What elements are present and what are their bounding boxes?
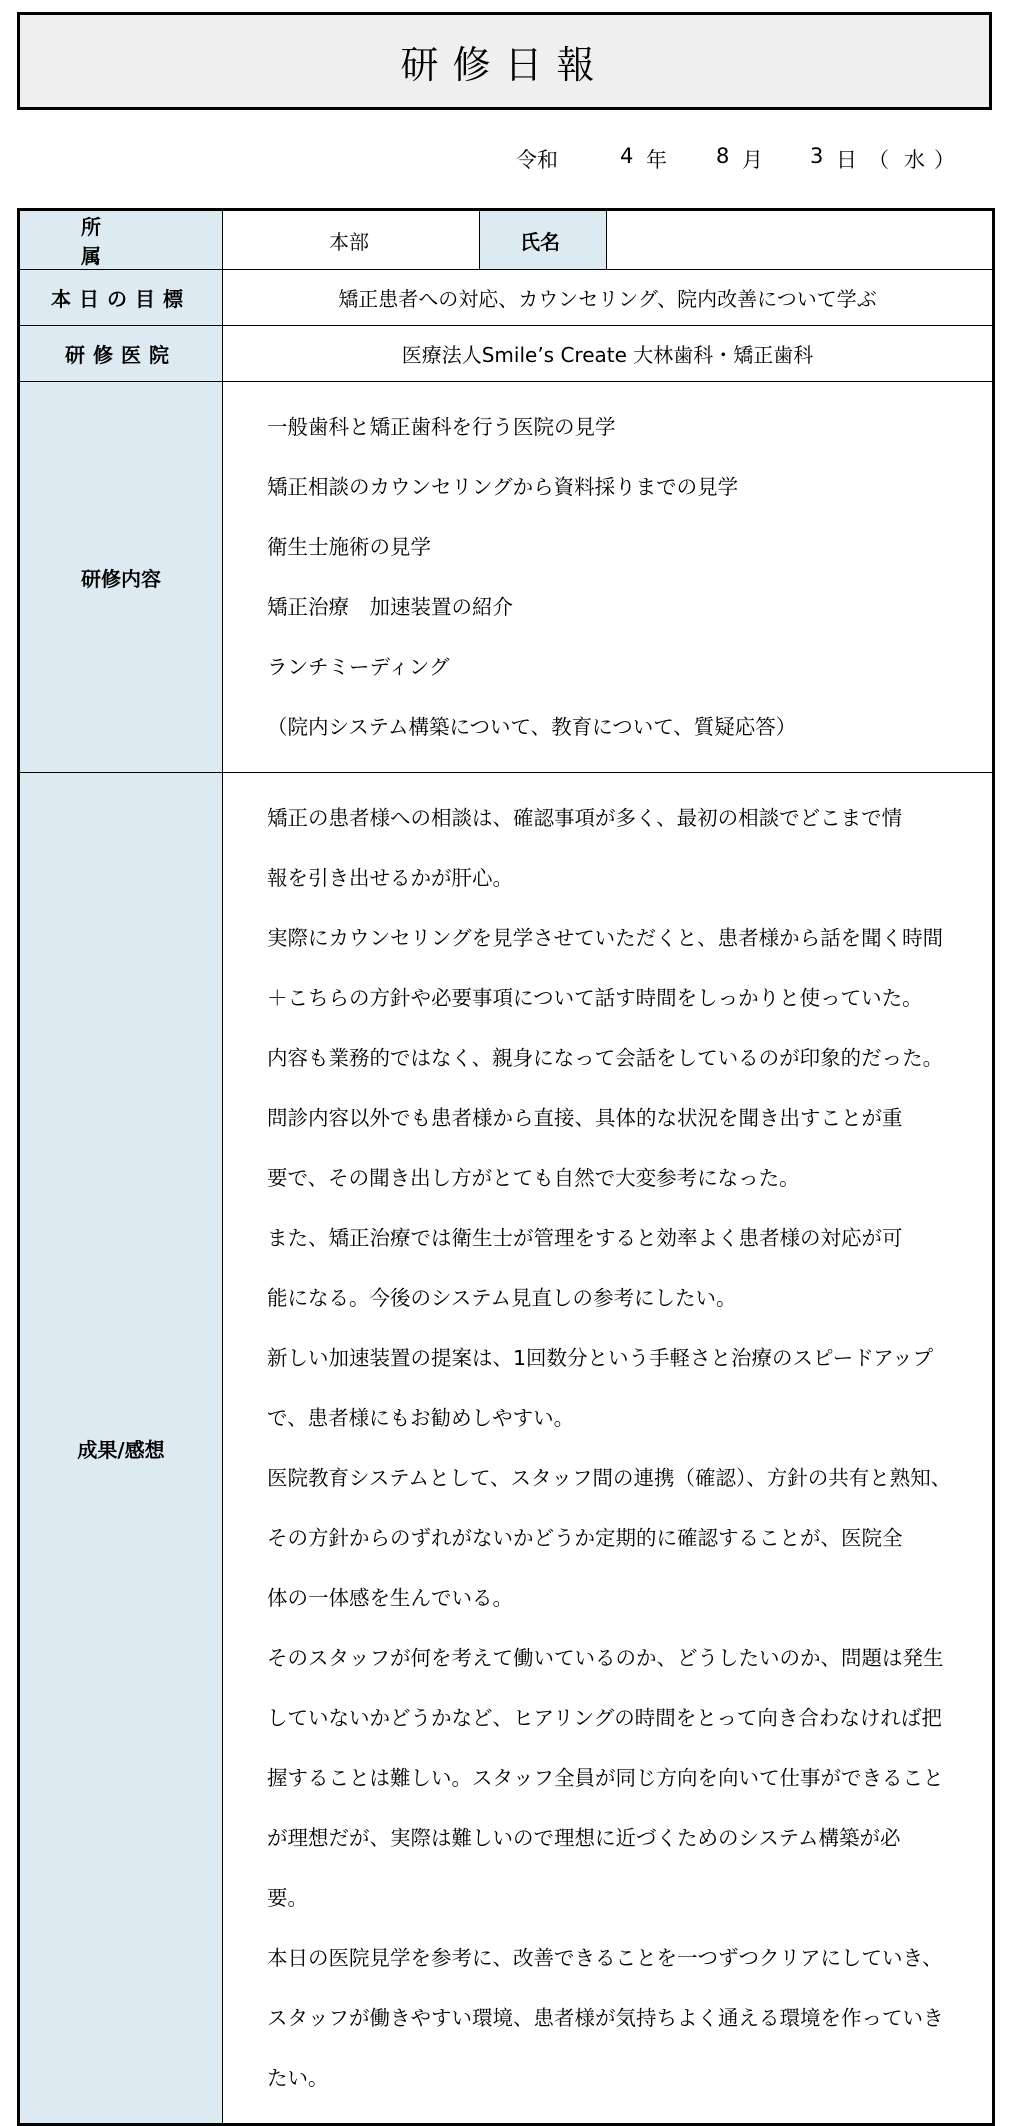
name-label: 氏名 (520, 229, 560, 254)
name-value-cell[interactable] (607, 210, 994, 270)
affiliation-value: 本部 (329, 229, 369, 254)
date-open-paren: （ (868, 148, 889, 172)
content-row (19, 382, 994, 773)
content-label-cell (19, 382, 223, 773)
clinic-value: 医療法人Smile’s Create 大林歯科・矯正歯科 (401, 343, 814, 367)
results-value-cell (223, 773, 994, 2125)
date-month-unit: 月 (742, 148, 763, 172)
affiliation-value-cell (223, 210, 480, 270)
results-line: が理想だが、実際は難しいので理想に近づくためのシステム構築が必 (267, 1826, 901, 1850)
name-label-cell (480, 210, 607, 270)
report-title-box (17, 12, 992, 110)
results-label-cell (19, 773, 223, 2125)
results-line: 本日の医院見学を参考に、改善できることを一つずつクリアにしていき、 (267, 1946, 943, 1970)
date-close-paren: ） (934, 148, 955, 172)
content-line: 矯正治療 加速装置の紹介 (267, 595, 513, 619)
report-title: 研修日報 (400, 42, 609, 87)
results-line: 医院教育システムとして、スタッフ間の連携（確認）、方針の共有と熟知、 (267, 1466, 952, 1490)
results-line: 握することは難しい。スタッフ全員が同じ方向を向いて仕事ができること (267, 1766, 944, 1790)
goal-value: 矯正患者への対応、カウンセリング、院内改善について学ぶ (338, 287, 877, 311)
content-lines (223, 382, 992, 772)
results-line: で、患者様にもお勧めしやすい。 (267, 1406, 575, 1430)
results-line: その方針からのずれがないかどうか定期的に確認することが、医院全 (267, 1526, 903, 1550)
date-year-unit: 年 (646, 148, 667, 172)
results-line: 要で、その聞き出し方がとても自然で大変参考になった。 (267, 1166, 800, 1190)
date-day-unit: 日 (836, 148, 857, 172)
results-line: 実際にカウンセリングを見学させていただくと、患者様から話を聞く時間 (267, 926, 944, 950)
results-row (19, 773, 994, 2125)
results-line: そのスタッフが何を考えて働いているのか、どうしたいのか、問題は発生 (267, 1646, 944, 1670)
goal-value-cell (223, 270, 994, 326)
report-date (516, 144, 955, 174)
results-line: ＋こちらの方針や必要事項について話す時間をしっかりと使っていた。 (267, 986, 923, 1010)
date-year: 4 (620, 144, 634, 168)
results-line: たい。 (267, 2066, 329, 2090)
clinic-label-cell (19, 326, 223, 382)
goal-label: 本日の目標 (51, 287, 191, 311)
date-era: 令和 (516, 148, 558, 172)
content-value-cell (223, 382, 994, 773)
affiliation-label-cell (19, 210, 241, 270)
affiliation-label: 所 属 (81, 215, 241, 268)
content-line: 衛生士施術の見学 (267, 535, 431, 559)
results-line: 問診内容以外でも患者様から直接、具体的な状況を聞き出すことが重 (267, 1106, 903, 1130)
results-line: 新しい加速装置の提案は、1回数分という手軽さと治療のスピードアップ (267, 1346, 934, 1370)
content-line: 一般歯科と矯正歯科を行う医院の見学 (267, 415, 616, 439)
content-line: ランチミーディング (267, 655, 450, 679)
clinic-label: 研修医院 (65, 343, 177, 367)
date-day: 3 (810, 144, 824, 168)
affiliation-row (19, 210, 994, 270)
content-line: （院内システム構築について、教育について、質疑応答） (267, 715, 797, 739)
clinic-value-cell (223, 326, 994, 382)
results-line: 報を引き出せるかが肝心。 (267, 866, 513, 890)
content-line: 矯正相談のカウンセリングから資料採りまでの見学 (267, 475, 739, 499)
date-weekday: 水 (904, 148, 925, 172)
report-table (17, 208, 995, 2126)
results-line: していないかどうかなど、ヒアリングの時間をとって向き合わなければ把 (267, 1706, 942, 1730)
results-line: スタッフが働きやすい環境、患者様が気持ちよく通える環境を作っていき (267, 2006, 944, 2030)
results-label: 成果/感想 (77, 1437, 165, 1462)
clinic-row (19, 326, 994, 382)
results-line: 体の一体感を生んでいる。 (267, 1586, 513, 1610)
content-label: 研修内容 (81, 566, 161, 591)
goal-label-cell (19, 270, 223, 326)
results-line: また、矯正治療では衛生士が管理をすると効率よく患者様の対応が可 (267, 1226, 903, 1250)
results-line: 要。 (267, 1886, 308, 1910)
results-line: 矯正の患者様への相談は、確認事項が多く、最初の相談でどこまで情 (267, 806, 903, 830)
date-month: 8 (716, 144, 730, 168)
results-line: 能になる。今後のシステム見直しの参考にしたい。 (267, 1286, 737, 1310)
results-lines (223, 773, 992, 2123)
results-line: 内容も業務的ではなく、親身になって会話をしているのが印象的だった。 (267, 1046, 944, 1070)
goal-row (19, 270, 994, 326)
